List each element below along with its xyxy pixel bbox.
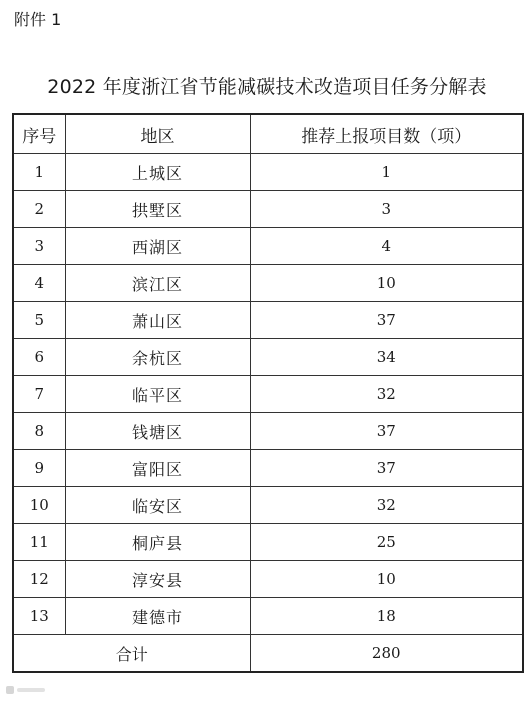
table-row (13, 302, 523, 339)
table-row (13, 376, 523, 413)
row-count: 10 (250, 561, 523, 598)
row-no: 1 (13, 154, 65, 191)
annex-label: 附件 1 (14, 10, 62, 29)
row-no: 10 (13, 487, 65, 524)
table-row (13, 487, 523, 524)
row-region: 建德市 (65, 598, 250, 635)
table-body (13, 154, 523, 673)
row-count: 32 (250, 487, 523, 524)
watermark-icon (6, 685, 46, 695)
document-title: 2022 年度浙江省节能减碳技术改造项目任务分解表 (47, 76, 487, 98)
table-row (13, 524, 523, 561)
row-no: 12 (13, 561, 65, 598)
row-count: 32 (250, 376, 523, 413)
row-no: 7 (13, 376, 65, 413)
row-region: 临安区 (65, 487, 250, 524)
table-row (13, 191, 523, 228)
table-row (13, 265, 523, 302)
row-no: 11 (13, 524, 65, 561)
row-count: 18 (250, 598, 523, 635)
row-count: 1 (250, 154, 523, 191)
header-count: 推荐上报项目数（项） (250, 114, 523, 154)
watermark-logo (6, 685, 46, 698)
row-no: 6 (13, 339, 65, 376)
total-count: 280 (250, 635, 523, 673)
row-no: 5 (13, 302, 65, 339)
row-region: 上城区 (65, 154, 250, 191)
table-row (13, 598, 523, 635)
header-region: 地区 (65, 114, 250, 154)
table-header-row (13, 114, 523, 154)
table-row (13, 450, 523, 487)
task-table (12, 113, 524, 673)
table-row (13, 339, 523, 376)
row-count: 10 (250, 265, 523, 302)
row-region: 余杭区 (65, 339, 250, 376)
total-row (13, 635, 523, 673)
row-count: 37 (250, 302, 523, 339)
table-row (13, 413, 523, 450)
row-count: 37 (250, 413, 523, 450)
row-region: 富阳区 (65, 450, 250, 487)
row-region: 桐庐县 (65, 524, 250, 561)
total-label: 合计 (13, 635, 250, 673)
row-no: 13 (13, 598, 65, 635)
row-count: 34 (250, 339, 523, 376)
table-row (13, 228, 523, 265)
row-count: 25 (250, 524, 523, 561)
row-region: 钱塘区 (65, 413, 250, 450)
row-count: 3 (250, 191, 523, 228)
row-no: 3 (13, 228, 65, 265)
row-region: 临平区 (65, 376, 250, 413)
row-no: 2 (13, 191, 65, 228)
row-region: 滨江区 (65, 265, 250, 302)
table-row (13, 561, 523, 598)
row-count: 37 (250, 450, 523, 487)
row-no: 8 (13, 413, 65, 450)
row-count: 4 (250, 228, 523, 265)
table-row (13, 154, 523, 191)
row-region: 萧山区 (65, 302, 250, 339)
row-no: 9 (13, 450, 65, 487)
row-region: 淳安县 (65, 561, 250, 598)
header-no: 序号 (13, 114, 65, 154)
row-no: 4 (13, 265, 65, 302)
row-region: 拱墅区 (65, 191, 250, 228)
row-region: 西湖区 (65, 228, 250, 265)
